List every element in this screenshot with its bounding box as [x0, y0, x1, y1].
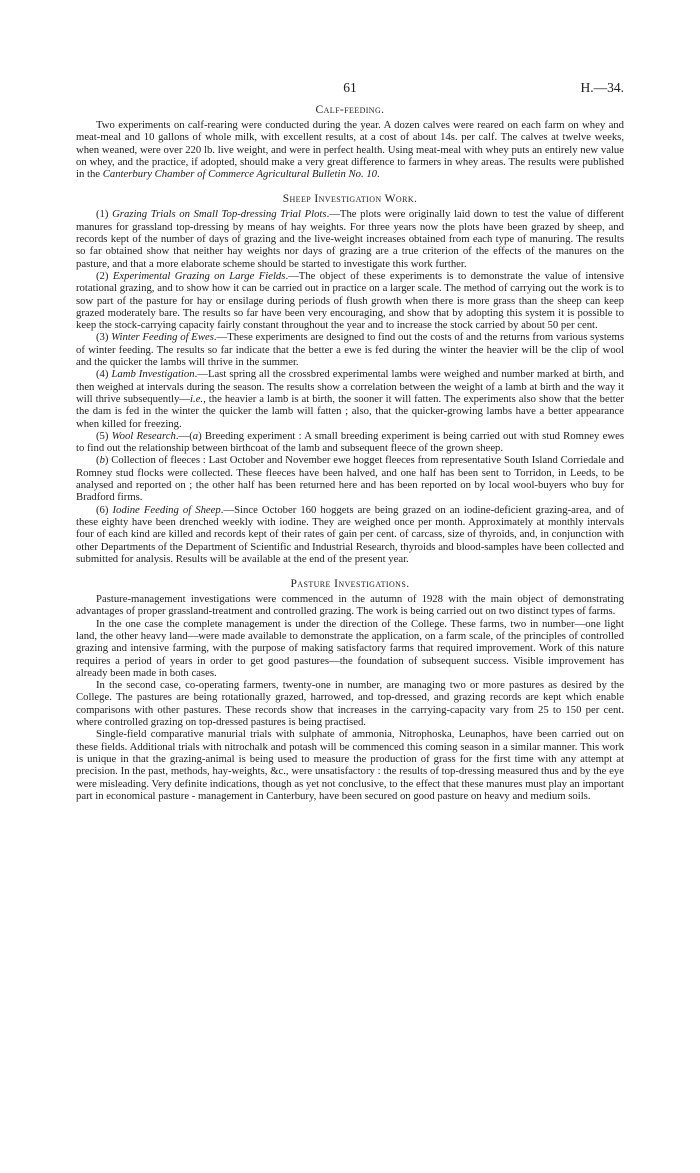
text-run: .: [377, 168, 380, 181]
paragraph: [76, 618, 624, 679]
text-run: ) Collection of fleeces : Last October and November ewe hogget fleeces from representative South Island Corriedale and Romney stud flocks were collected. These fleeces have been halved, and one half has been sent to Torridon, in Leeds, to be analysed and reported on ; the other half has been returned here and has been reported on by local wool-buyers who buy for Bradford firms.: [76, 454, 624, 504]
italic-text: Iodine Feeding of Sheep: [112, 503, 221, 516]
paragraph: [76, 593, 624, 618]
paragraph: [76, 504, 624, 565]
document-page: [76, 80, 624, 802]
text-run: (5): [96, 429, 112, 442]
italic-text: i.e.: [190, 392, 204, 405]
document-body: [76, 104, 624, 802]
text-run: (: [96, 454, 100, 467]
text-run: In the second case, co-operating farmers, twenty-one in number, are managing two or more pastures as desired by the College. The pastures are being rotationally grazed, harrowed, and top-dressed, and grazing records are kept which enable comparisons with other pastures. These records show that increases in the carrying-capacity vary from 25 to 150 per cent. where controlled grazing on top-dressed pastures is being practised.: [76, 679, 624, 729]
paragraph: [76, 331, 624, 368]
italic-text: Grazing Trials on Small Top-dressing Trial Plots: [112, 208, 327, 221]
text-run: Pasture-management investigations were commenced in the autumn of 1928 with the main object of demonstrating advantages of proper grassland-treatment and controlled grazing. The work is being carried out on two distinct types of farms.: [76, 593, 624, 618]
italic-text: Canterbury Chamber of Commerce Agricultural Bulletin No. 10: [102, 168, 378, 181]
text-run: .—Since October 160 hoggets are being grazed on an iodine-deficient grazing-area, and of these eighty have been drenched weekly with iodine. They are weighed once per month. Approximately at monthly intervals four of each kind are killed and records kept of their rates of gain per cent. of carcass, size of thyroids, and, in conjunction with other Departments of the Department of Scientific and Industrial Research, thyroids and blood-samples have been collected and submitted for analysis. Results will be available at the end of the present year.: [76, 503, 625, 565]
paragraph: [76, 454, 624, 503]
italic-text: a: [192, 429, 199, 442]
text-run: ) Breeding experiment : A small breeding experiment is being carried out with stud Romney ewes to find out the relationship between birthcoat of the lamb and subsequent fleece of the grown sheep.: [76, 429, 624, 455]
italic-text: Wool Research: [111, 429, 176, 442]
section-heading: Sheep Investigation Work.: [282, 193, 418, 206]
text-run: .—The plots were originally laid down to test the value of different manures for grassland top-dressing by means of hay weights. For three years now the plots have been grazed by sheep, and records kept of the number of days of grazing and the live-weight increases obtained from each type of manuring. The results so far obtained show that neither hay weights nor days of grazing are a true criterion of the effects of the manures on the pasture, and that a more elaborate scheme should be started to investigate this work further.: [76, 208, 624, 270]
page-header: [76, 80, 624, 100]
paragraph: [76, 430, 624, 455]
text-run: (1): [96, 208, 113, 221]
paragraph: [76, 728, 624, 802]
paragraph: [76, 119, 624, 180]
italic-text: Experimental Grazing on Large Fields: [112, 269, 286, 282]
italic-text: Lamb Investigation: [111, 368, 195, 381]
text-run: In the one case the complete management is under the direction of the College. These farms, two in number—one light land, the other heavy land—were made available to demonstrate the application, on a farm scale, of the principles of controlled grazing and intensive farming, with the purpose of making satisfactory farms that required improvement. Work of this nature requires a period of years in order to get good pastures—the foundation of subsequent success. Visible improvement has already been made in both cases.: [76, 617, 624, 679]
text-run: .—Last spring all the crossbred experimental lambs were weighed and number marked at birth, and then weighed at intervals during the season. The results show a correlation between the weight of a lamb at birth and the way it will thrive subsequently—: [76, 368, 624, 405]
text-run: Two experiments on calf-rearing were conducted during the year. A dozen calves were reared on each farm on whey and meat-meal and 10 gallons of whole milk, with excellent results, at a cost of about 14s. per calf. The calves at twelve weeks, when weaned, were over 220 lb. live weight, and were in perfect health. Using meat-meal with whey puts an entirely new value on whey, and the practice, if adopted, should make a very great difference to farmers in whey areas. The results were published in the: [76, 119, 624, 181]
text-run: (2): [96, 269, 113, 282]
text-run: , the heavier a lamb is at birth, the sooner it will fatten. The experiments also show that the better the dam is fed in the winter the quicker the lamb will fatten ; also, that the quicker-growing lambs have a better appearance when killed for freezing.: [76, 392, 624, 430]
paragraph: [76, 368, 624, 429]
text-run: .—These experiments are designed to find out the costs of and the returns from various systems of winter feeding. The results so far indicate that the better a ewe is fed during the winter the heavier will be the clip of wool and the quicker the lambs will thrive in the summer.: [76, 331, 625, 369]
section-heading: Pasture Investigations.: [290, 578, 410, 591]
text-run: (3): [96, 331, 112, 344]
text-run: .—(: [175, 429, 193, 442]
text-run: .—The object of these experiments is to demonstrate the value of intensive rotational grazing, and to show how it can be carried out in practice on a larger scale. The method of carrying out the work is to sow part of the pasture for hay or ensilage during periods of flush growth when there is more grass than the sheep can keep grazed moderately bare. The results so far have been very encouraging, and show that by adopting this system it is possible to keep the stock-carrying capacity fairly constant throughout the year and to increase the stock carried by about 50 per cent.: [76, 269, 624, 332]
paragraph: [76, 208, 624, 269]
text-run: Single-field comparative manurial trials with sulphate of ammonia, Nitrophoska, Leunaphos, have been carried out on these fields. Additional trials with nitrochalk and potash will be commenced this coming season in a similar manner. This work is unique in that the grazing-animal is being used to measure the production of grass for the first time with any attempt at precision. In the past, methods, hay-weights, &c., were unsatisfactory : the results of top-dressing measured thus and by the eye were misleading. Very definite indications, though as yet not conclusive, to the effect that these manures must play an important part in economical pasture - management in Canterbury, have been secured on good pasture on heavy and medium soils.: [76, 728, 624, 802]
document-reference: H.—34.: [580, 80, 624, 95]
paragraph: [76, 679, 624, 728]
text-run: (6): [96, 503, 113, 516]
text-run: (4): [96, 368, 112, 381]
paragraph: [76, 270, 624, 331]
italic-text: b: [99, 454, 105, 467]
italic-text: Winter Feeding of Ewes: [111, 331, 214, 344]
page-number: 61: [343, 80, 357, 95]
section-heading: Calf-feeding.: [315, 104, 385, 116]
